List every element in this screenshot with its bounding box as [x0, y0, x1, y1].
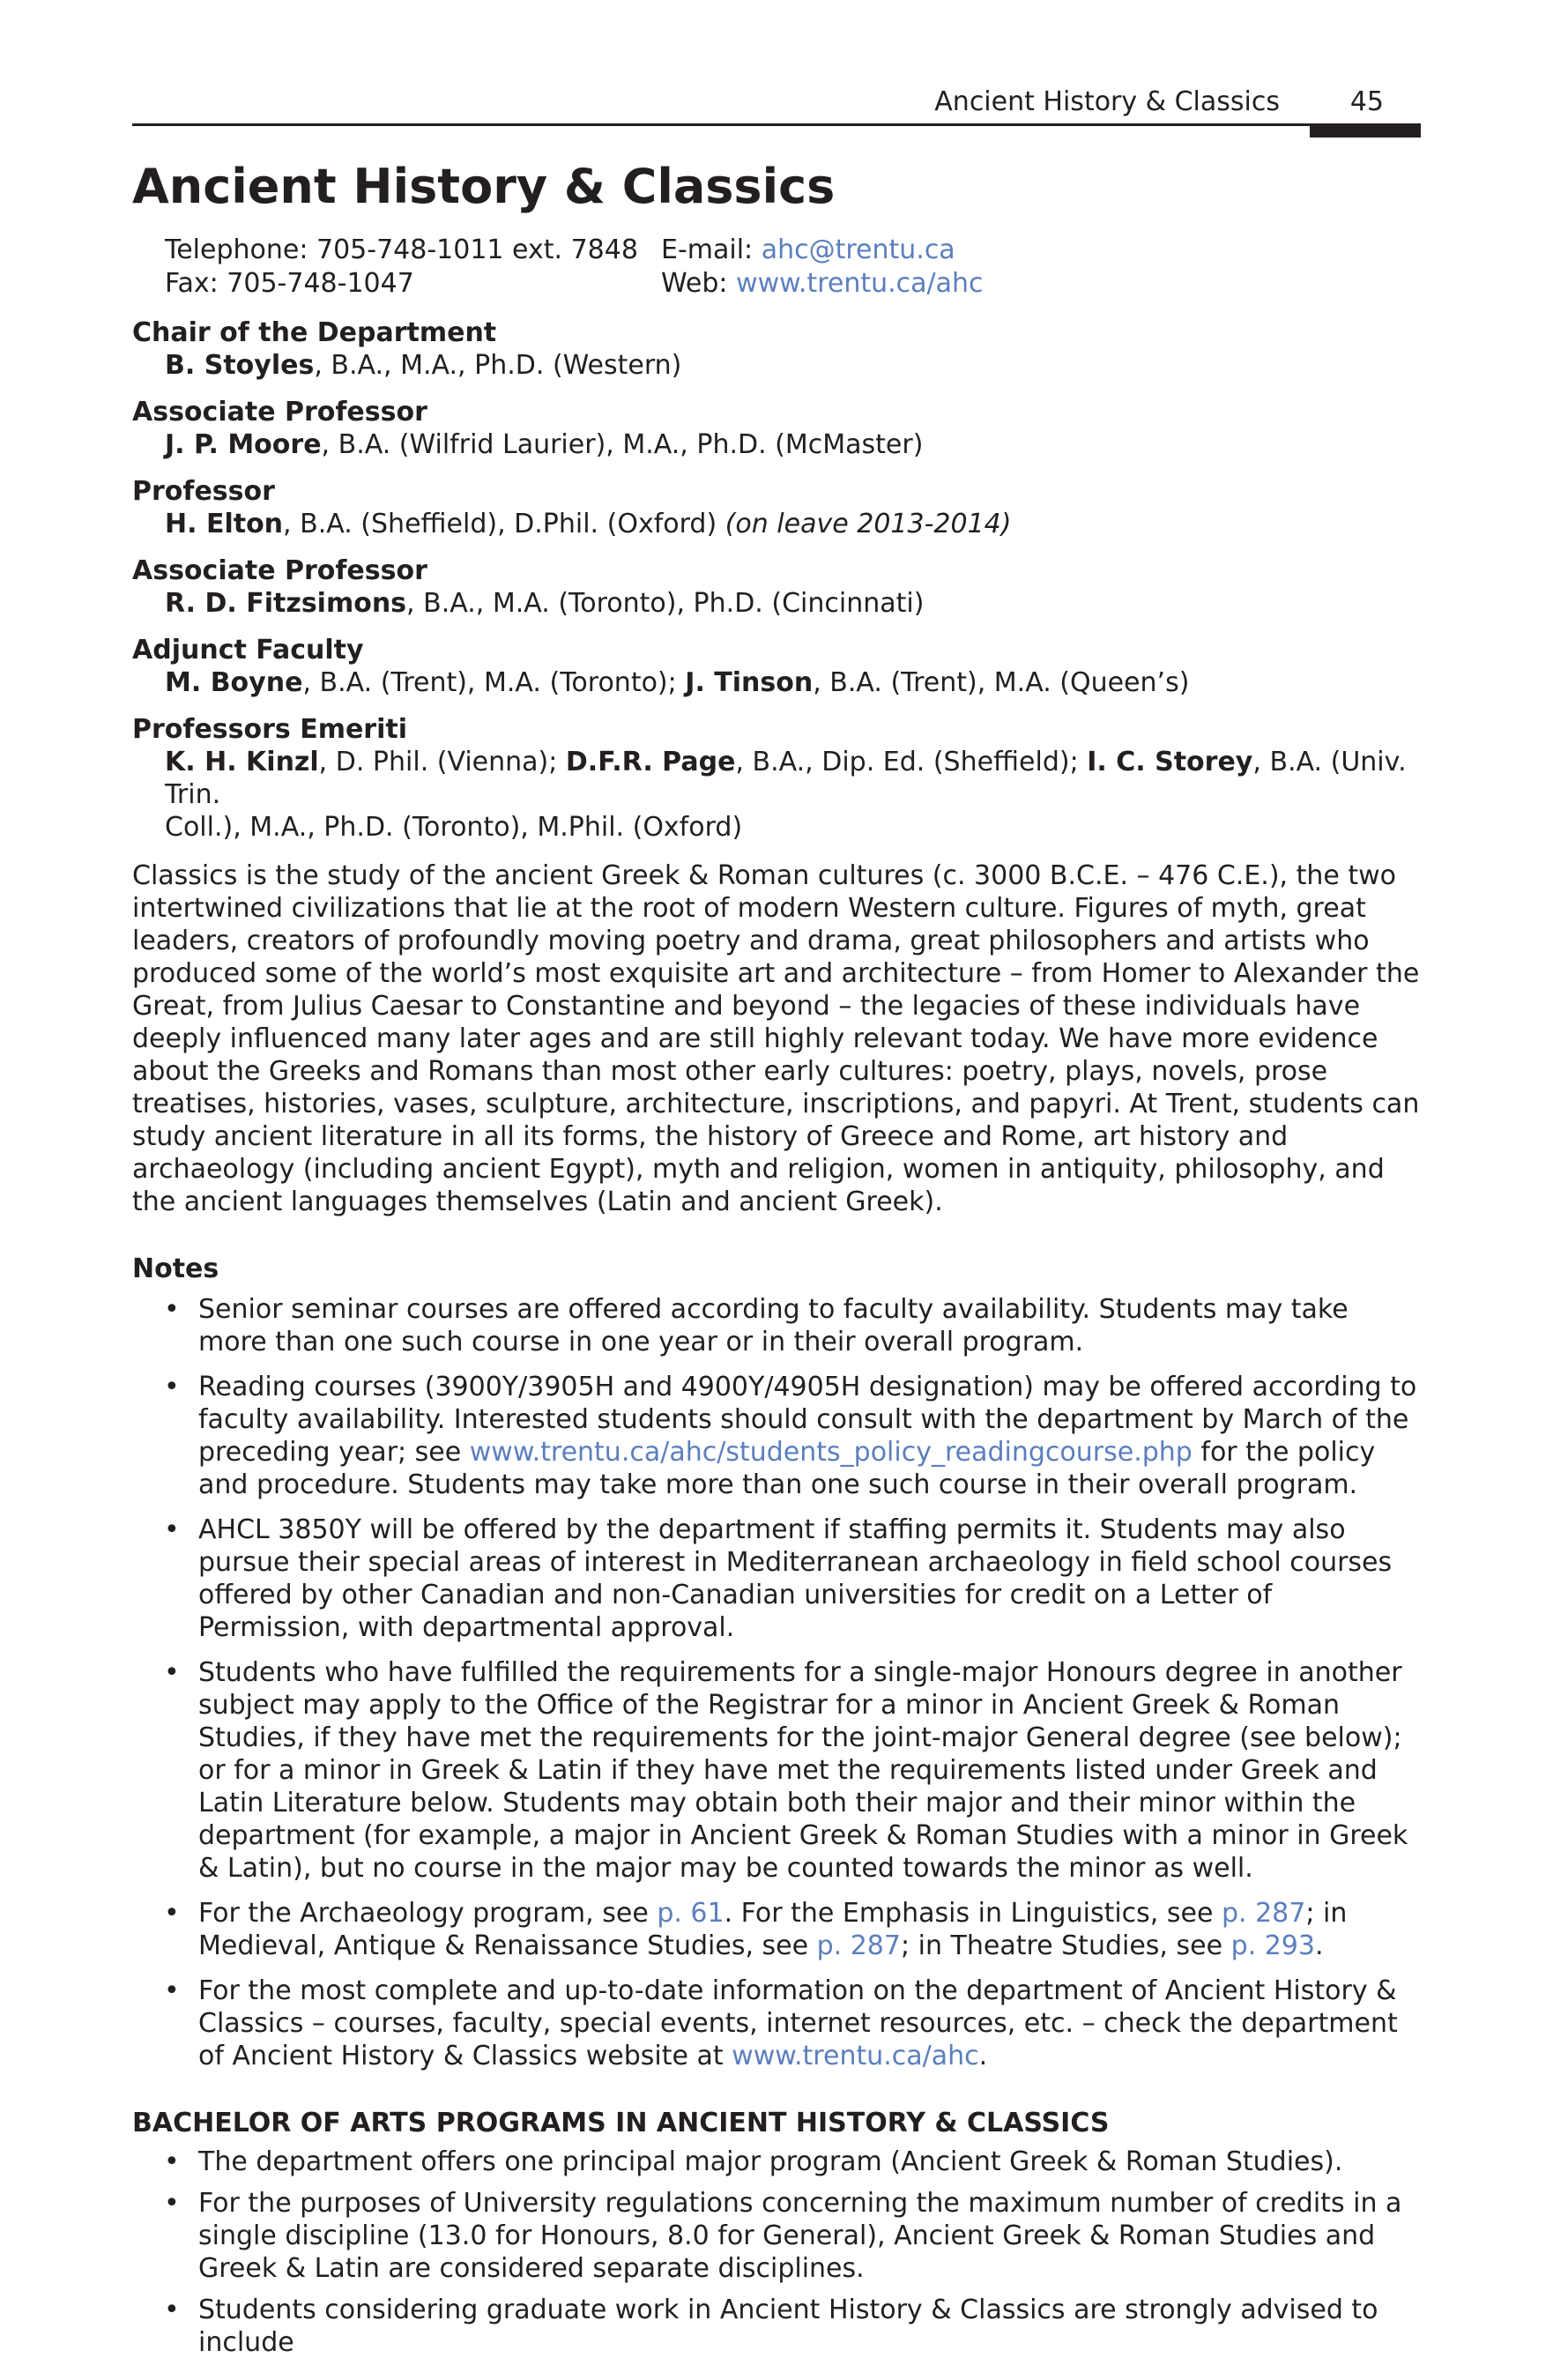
- contact-right: [661, 234, 984, 301]
- header-rule-bar: [1310, 126, 1421, 138]
- note-item: [132, 1975, 1421, 2072]
- name-bold: D.F.R. Page: [565, 747, 736, 777]
- telephone: Telephone: 705-748-1011 ext. 7848: [165, 234, 638, 265]
- fax: Fax: 705-748-1047: [165, 268, 414, 299]
- page-number: 45: [1349, 86, 1384, 117]
- text-run: For the Archaeology program, see: [198, 1898, 658, 1929]
- name-bold: J. P. Moore: [165, 429, 322, 460]
- faculty-heading: Adjunct Faculty: [132, 635, 364, 666]
- text-run: AHCL 3850Y will be offered by the department if staffing permits it. Students may also pursue their special areas of interest in Mediterranean archaeology in field school courses offered by other Canadian and non-Canadian universities for credit on a Letter of Permission, with departmental approval.: [198, 1514, 1393, 1643]
- faculty-group: [132, 396, 1421, 461]
- faculty-group: [132, 316, 1421, 382]
- note-item: [132, 1514, 1421, 1644]
- faculty-line: [165, 508, 1421, 540]
- text-run: .: [978, 2041, 988, 2071]
- faculty-line: [165, 587, 1421, 620]
- link[interactable]: www.trentu.ca/ahc: [732, 2041, 979, 2071]
- text-run: , B.A., M.A., Ph.D. (Western): [314, 350, 682, 381]
- notes-list: [132, 1293, 1421, 2072]
- text-run: , B.A. (Wilfrid Laurier), M.A., Ph.D. (McMaster): [321, 429, 924, 460]
- text-run: ; in Medieval, Antique & Renaissance Studies, see: [198, 1898, 1348, 1961]
- contact-info: [165, 234, 1421, 302]
- faculty-heading: Associate Professor: [132, 397, 427, 428]
- page-title: Ancient History & Classics: [132, 159, 836, 214]
- notes-heading: Notes: [132, 1253, 219, 1284]
- link[interactable]: p. 287: [1221, 1898, 1306, 1929]
- link[interactable]: p. 293: [1230, 1930, 1315, 1961]
- ba-program-item: • The department offers one principal major program (Ancient Greek & Roman Studies).: [132, 2146, 1421, 2178]
- name-bold: B. Stoyles: [165, 350, 315, 381]
- link[interactable]: p. 61: [657, 1898, 724, 1929]
- running-header: [132, 79, 1421, 126]
- name-bold: H. Elton: [165, 509, 284, 539]
- text-run: , B.A. (Trent), M.A. (Toronto);: [302, 667, 686, 698]
- faculty-line: [165, 746, 1421, 811]
- italic-note: (on leave 2013-2014): [724, 509, 1012, 539]
- email-label: E-mail:: [661, 234, 762, 265]
- running-title: Ancient History & Classics: [934, 86, 1280, 117]
- link[interactable]: p. 287: [816, 1930, 901, 1961]
- page-content: [132, 150, 1421, 2368]
- email-link[interactable]: ahc@trentu.ca: [761, 234, 955, 265]
- text-run: Senior seminar courses are offered according to faculty availability. Students may take more than one such course in one year or in their overall program.: [198, 1294, 1349, 1357]
- faculty-heading: Associate Professor: [132, 555, 427, 586]
- text-run: , B.A., Dip. Ed. (Sheffield);: [735, 747, 1088, 777]
- faculty-list: [132, 316, 1421, 844]
- faculty-group: [132, 554, 1421, 620]
- intro-paragraph: Classics is the study of the ancient Greek & Roman cultures (c. 3000 B.C.E. – 476 C.E.), the two intertwined civilizations that lie at the root of modern Western culture. Figures of myth, great leaders, creators of profoundly moving poetry and drama, great philosophers and artists who produced some of the world’s most exquisite art and architecture – from Homer to Alexander the Great, from Julius Caesar to Constantine and beyond – the legacies of these individuals have deeply influenced many later ages and are still highly relevant today. We have more evidence about the Greeks and Romans than most other early cultures: poetry, plays, novels, prose treatises, histories, vases, sculpture, architecture, inscriptions, and papyri. At Trent, students can study ancient literature in all its forms, the history of Greece and Rome, art history and archaeology (including ancient Egypt), myth and religion, women in antiquity, philosophy, and the ancient languages themselves (Latin and ancient Greek).: [132, 860, 1420, 1217]
- ba-program-item: • For the purposes of University regulations concerning the maximum number of credits in a single discipline (13.0 for Honours, 8.0 for General), Ancient Greek & Roman Studies and Greek & Latin are considered separate disciplines.: [132, 2187, 1421, 2285]
- name-bold: I. C. Storey: [1087, 747, 1253, 777]
- note-item: [132, 1897, 1421, 1962]
- faculty-line: [165, 349, 1421, 382]
- text-run: , D. Phil. (Vienna);: [318, 747, 566, 777]
- faculty-heading: Chair of the Department: [132, 317, 497, 348]
- text-run: , B.A. (Trent), M.A. (Queen’s): [813, 667, 1190, 698]
- name-bold: M. Boyne: [165, 667, 303, 698]
- note-item: [132, 1371, 1421, 1501]
- faculty-group: [132, 475, 1421, 540]
- text-run: Coll.), M.A., Ph.D. (Toronto), M.Phil. (Oxford): [165, 812, 743, 843]
- text-run: for the policy and procedure. Students may take more than one such course in their overall program.: [198, 1437, 1376, 1500]
- name-bold: K. H. Kinzl: [165, 747, 319, 777]
- web-link[interactable]: www.trentu.ca/ahc: [736, 268, 984, 299]
- ba-program-item: • Students considering graduate work in Ancient History & Classics are strongly advised to include: [132, 2294, 1421, 2359]
- text-run: , B.A., M.A. (Toronto), Ph.D. (Cincinnati): [406, 588, 925, 619]
- text-run: Students who have fulfilled the requirements for a single-major Honours degree in another subject may apply to the Office of the Registrar for a minor in Ancient Greek & Roman Studies, if they have met the requirements for the joint-major General degree (see below); or for a minor in Greek & Latin if they have met the requirements listed under Greek and Latin Literature below. Students may obtain both their major and their minor within the department (for example, a major in Ancient Greek & Roman Studies with a minor in Greek & Latin), but no course in the major may be counted towards the minor as well.: [198, 1657, 1408, 1884]
- text-run: , B.A. (Sheffield), D.Phil. (Oxford): [283, 509, 725, 539]
- note-item: [132, 1293, 1421, 1358]
- faculty-line: [165, 428, 1421, 461]
- text-run: . For the Emphasis in Linguistics, see: [724, 1898, 1222, 1929]
- faculty-line: [165, 666, 1421, 699]
- link[interactable]: www.trentu.ca/ahc/students_policy_readingcourse.php: [469, 1437, 1193, 1468]
- text-run: ; in Theatre Studies, see: [901, 1930, 1231, 1961]
- faculty-line: [165, 811, 1421, 844]
- text-run: , B.A. (Univ. Trin.: [165, 747, 1407, 810]
- faculty-heading: Professors Emeriti: [132, 714, 408, 745]
- note-item: [132, 1656, 1421, 1885]
- text-run: .: [1314, 1930, 1324, 1961]
- faculty-heading: Professor: [132, 476, 275, 507]
- name-bold: R. D. Fitzsimons: [165, 588, 407, 619]
- email-line: [661, 234, 984, 267]
- name-bold: J. Tinson: [685, 667, 814, 698]
- web-line: [661, 267, 984, 301]
- text-run: Reading courses (3900Y/3905H and 4900Y/4905H designation) may be offered according to faculty availability. Interested students should consult with the department by March of the preceding year; see: [198, 1372, 1417, 1468]
- contact-left: [165, 234, 638, 301]
- text-run: For the most complete and up-to-date information on the department of Ancient History & Classics – courses, faculty, special events, internet resources, etc. – check the department of Ancient History & Classics website at: [198, 1975, 1398, 2071]
- web-label: Web:: [661, 268, 737, 299]
- ba-programs-heading: BACHELOR OF ARTS PROGRAMS IN ANCIENT HISTORY & CLASSICS: [132, 2108, 1110, 2138]
- faculty-group: [132, 634, 1421, 699]
- faculty-group: [132, 713, 1421, 844]
- ba-programs-list: [132, 2146, 1421, 2359]
